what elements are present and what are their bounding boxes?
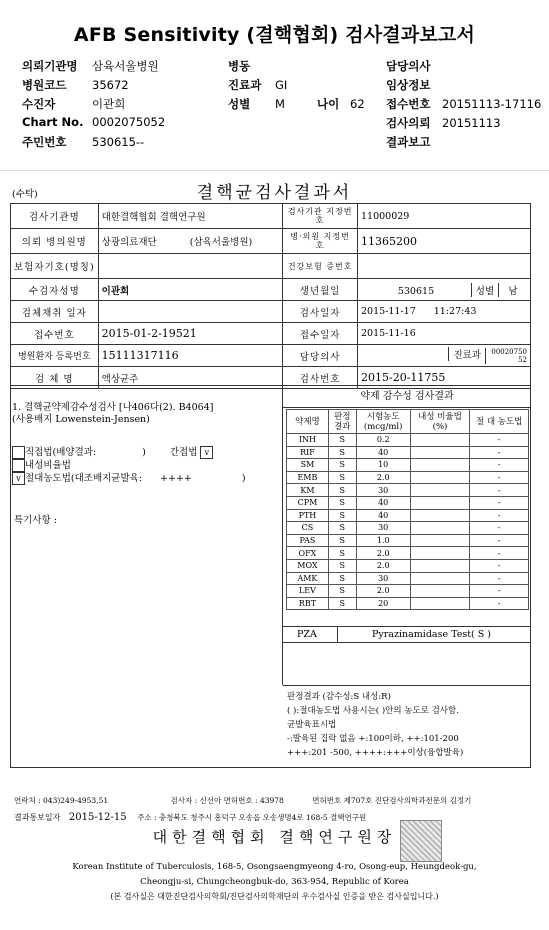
- sens-cell-abs: -: [470, 572, 529, 585]
- sens-cell-result: S: [328, 496, 356, 509]
- tester: 검사자 : 신선아 면허번호 : 43978: [170, 796, 284, 805]
- sens-cell-drug: AMK: [287, 572, 329, 585]
- sens-cell-conc: 40: [356, 509, 410, 522]
- form-title: 결핵균검사결과서: [196, 183, 353, 203]
- license: 면허번호 제707호 진단검사의학과전문의 김정기: [312, 796, 472, 805]
- sens-cell-result: S: [328, 522, 356, 535]
- sens-cell-conc: 2.0: [356, 471, 410, 484]
- sens-cell-drug: INH: [287, 434, 329, 447]
- header-label: 주민번호: [22, 135, 67, 149]
- sens-cell-ratio: [410, 459, 470, 472]
- sens-cell-result: S: [328, 559, 356, 572]
- legend-line: 균발육표시법: [287, 720, 337, 730]
- test-no-value: 2015-20-11755: [357, 367, 530, 389]
- sens-row: [287, 459, 529, 472]
- org-english: [0, 860, 549, 890]
- sens-row: [287, 434, 529, 447]
- sens-header: 약제명: [287, 410, 329, 434]
- sens-cell-ratio: [410, 446, 470, 459]
- birth-value: 530615: [397, 285, 435, 297]
- insure-label: 보험자기호(명칭): [11, 254, 99, 279]
- org-name: 대한결핵협회 결핵연구원장: [152, 828, 397, 846]
- header-label: Chart No.: [22, 115, 84, 129]
- clinic-label: 진료과: [448, 347, 485, 361]
- sens-cell-abs: -: [470, 522, 529, 535]
- sens-cell-ratio: [410, 484, 470, 497]
- sens-cell-conc: 30: [356, 484, 410, 497]
- sens-row: [287, 484, 529, 497]
- address: 주소 : 충청북도 청주시 흥덕구 오송읍 오송생명4로 168-5 결핵연구원: [137, 813, 367, 822]
- sens-cell-ratio: [410, 572, 470, 585]
- sens-cell-drug: CS: [287, 522, 329, 535]
- sens-cell-drug: PAS: [287, 534, 329, 547]
- header-label: 결과보고: [386, 135, 431, 149]
- header-value: 이관희: [92, 97, 126, 111]
- form-tag: (수탁): [12, 189, 38, 200]
- header-label: 접수번호: [386, 97, 431, 111]
- sens-cell-result: S: [328, 446, 356, 459]
- req-code-value: 11365200: [357, 229, 530, 254]
- sens-cell-result: S: [328, 509, 356, 522]
- header-value: 530615--: [92, 135, 145, 149]
- sens-cell-abs: -: [470, 547, 529, 560]
- sens-cell-result: S: [328, 434, 356, 447]
- cert-note: (본 검사실은 대한진단검사의학회/진단검사의학재단의 우수검사실 인증을 받은 검사실입니다.): [110, 892, 439, 901]
- lab-code-label: 검사기관 지정번호: [283, 204, 358, 229]
- pza-row: [283, 626, 531, 643]
- sens-cell-abs: -: [470, 446, 529, 459]
- sens-cell-result: S: [328, 459, 356, 472]
- legend-box: [283, 685, 531, 768]
- sens-cell-drug: OFX: [287, 547, 329, 560]
- special-label: 특기사항 :: [14, 515, 57, 526]
- report-date-value: 2015-12-15: [68, 812, 127, 823]
- method-text: 1. 결핵균약제감수성검사 [나406다(2). B4064]: [12, 402, 214, 413]
- sens-cell-conc: 40: [356, 496, 410, 509]
- sens-cell-result: S: [328, 484, 356, 497]
- direct-label: 직접법(배양결과:: [25, 447, 97, 458]
- req-paren: (삼육서울병원): [189, 237, 253, 248]
- sens-cell-ratio: [410, 522, 470, 535]
- sens-cell-ratio: [410, 559, 470, 572]
- sens-row: [287, 509, 529, 522]
- sens-cell-abs: -: [470, 585, 529, 598]
- sens-row: [287, 446, 529, 459]
- absolute-label: 절대농도법(대조배지균발육:: [25, 473, 143, 484]
- header-col2: [228, 58, 365, 115]
- collect-label: 검체채취 일자: [11, 301, 99, 323]
- sens-row: [287, 534, 529, 547]
- sex-label: 성별: [471, 283, 498, 297]
- lab-code-value: 11000029: [357, 204, 530, 229]
- sens-cell-ratio: [410, 434, 470, 447]
- sens-cell-conc: 30: [356, 572, 410, 585]
- sens-header: 내성 비율법(%): [410, 410, 470, 434]
- legend-line: -:발육된 집락 없음 +:100이하, ++:101-200: [287, 734, 459, 744]
- absolute-checkbox[interactable]: v: [12, 472, 25, 485]
- sens-cell-conc: 20: [356, 597, 410, 610]
- header-label: 의뢰기관명: [22, 59, 78, 73]
- org-en-line: Cheongju-si, Chungcheongbuk-do, 363-954, Republic of Korea: [140, 877, 409, 887]
- method-block: [12, 402, 213, 426]
- legend-line: +++:201 -500, ++++:+++이상(융합발육): [287, 748, 464, 758]
- req-label: 의뢰 병의원명: [11, 229, 99, 254]
- sens-cell-abs: -: [470, 509, 529, 522]
- footer-line2: [14, 812, 366, 823]
- header-label: 진료과: [228, 78, 262, 92]
- sens-cell-drug: LEV: [287, 585, 329, 598]
- lab-value: 대한결핵협회 결핵연구원: [98, 204, 283, 229]
- recv-no-label: 접수번호: [11, 323, 99, 345]
- sens-cell-abs: -: [470, 559, 529, 572]
- lab-label: 검사기관명: [11, 204, 99, 229]
- method-options: [12, 446, 246, 485]
- sens-cell-result: S: [328, 534, 356, 547]
- sens-cell-drug: KM: [287, 484, 329, 497]
- header-value: 20151113: [442, 116, 501, 130]
- sens-cell-drug: RIF: [287, 446, 329, 459]
- header-value: 삼육서울병원: [92, 59, 159, 73]
- name-label: 수검자성명: [11, 279, 99, 301]
- sens-cell-drug: MOX: [287, 559, 329, 572]
- test-time-value: 11:27:43: [433, 306, 477, 317]
- header-label: 수진자: [22, 97, 56, 111]
- age-label: 나이: [317, 97, 340, 111]
- ratio-label: 내성비율법: [25, 460, 71, 471]
- sens-cell-conc: 10: [356, 459, 410, 472]
- header-label: 병동: [228, 59, 251, 73]
- legend-line: 판정결과 (감수성:S 내성:R): [287, 692, 391, 702]
- sens-row: [287, 585, 529, 598]
- req-value: 상광의료재단: [101, 237, 157, 248]
- sens-cell-conc: 2.0: [356, 585, 410, 598]
- sens-cell-result: S: [328, 471, 356, 484]
- recv-no-value: 2015-01-2-19521: [98, 323, 283, 345]
- sens-cell-ratio: [410, 496, 470, 509]
- sens-cell-conc: 30: [356, 522, 410, 535]
- sens-cell-abs: -: [470, 471, 529, 484]
- indirect-checkbox[interactable]: v: [200, 446, 213, 459]
- insure-code-label: 건강보험 증번호: [283, 254, 358, 279]
- req-code-label: 병·의원 지정번호: [283, 229, 358, 254]
- sens-row: [287, 597, 529, 610]
- sens-cell-result: S: [328, 547, 356, 560]
- doctor-label: 담당의사: [283, 345, 358, 367]
- sex-value: 남: [498, 283, 527, 297]
- sens-cell-abs: -: [470, 534, 529, 547]
- sens-header: 절 대 농도법: [470, 410, 529, 434]
- sens-cell-abs: -: [470, 459, 529, 472]
- header-label: 임상정보: [386, 78, 431, 92]
- sens-cell-ratio: [410, 509, 470, 522]
- header-label: 검사의뢰: [386, 116, 431, 130]
- birth-label: 생년월일: [283, 279, 358, 301]
- sens-cell-conc: 40: [356, 446, 410, 459]
- clinic-value: 0002075052: [485, 348, 527, 364]
- header-col1: [22, 58, 165, 153]
- header-value: 20151113-17116: [442, 97, 542, 111]
- report-date-label: 결과통보일자: [14, 813, 61, 822]
- pza-label: PZA: [283, 627, 338, 642]
- sens-cell-result: S: [328, 572, 356, 585]
- header-col3: [386, 58, 541, 153]
- sens-cell-result: S: [328, 597, 356, 610]
- sens-row: [287, 471, 529, 484]
- divider: [0, 170, 549, 171]
- header-value: 0002075052: [92, 115, 166, 129]
- test-date-value: 2015-11-17: [360, 306, 416, 317]
- sens-cell-conc: 2.0: [356, 559, 410, 572]
- absolute-close: ): [241, 473, 246, 484]
- indirect-label: 간접법: [169, 447, 198, 458]
- legend-line: ( ):절대농도법 사용시는( )안의 농도로 검사함.: [287, 706, 459, 716]
- sens-cell-drug: SM: [287, 459, 329, 472]
- sens-title: 약제 감수성 검사결과: [283, 387, 531, 408]
- header-value: M: [275, 97, 285, 111]
- sens-cell-conc: 2.0: [356, 547, 410, 560]
- direct-checkbox[interactable]: [12, 446, 25, 459]
- sens-cell-ratio: [410, 534, 470, 547]
- sens-row: [287, 522, 529, 535]
- absolute-value: ++++: [160, 473, 192, 484]
- pza-value: Pyrazinamidase Test( S ): [372, 629, 491, 640]
- sens-cell-abs: -: [470, 597, 529, 610]
- sens-row: [287, 559, 529, 572]
- header-value: 35672: [92, 78, 129, 92]
- method-sub: (사용배지 Lowenstein-Jensen): [12, 414, 150, 425]
- header-label: 성별: [228, 97, 251, 111]
- header-label: 담당의사: [386, 59, 431, 73]
- header-label: 병원코드: [22, 78, 67, 92]
- sens-cell-abs: -: [470, 434, 529, 447]
- test-date-label: 검사일자: [283, 301, 358, 323]
- specimen-label: 검 체 명: [11, 367, 99, 389]
- specimen-value: 액상균주: [98, 367, 283, 389]
- sens-cell-drug: EMB: [287, 471, 329, 484]
- sens-cell-ratio: [410, 597, 470, 610]
- hosp-no-value: 15111317116: [98, 345, 283, 367]
- contact: 연락처 : 043)249-4953,51: [14, 796, 109, 805]
- sens-header: 시험농도 (mcg/ml): [356, 410, 410, 434]
- sens-cell-drug: CPM: [287, 496, 329, 509]
- sens-row: [287, 572, 529, 585]
- sens-cell-abs: -: [470, 496, 529, 509]
- direct-close: ): [142, 447, 146, 458]
- footer-line1: [14, 795, 471, 806]
- sensitivity-table: [286, 409, 529, 610]
- sens-row: [287, 496, 529, 509]
- sens-cell-ratio: [410, 471, 470, 484]
- info-table: [10, 203, 531, 389]
- sens-cell-drug: PTH: [287, 509, 329, 522]
- hosp-no-label: 병원환자 등록번호: [11, 345, 99, 367]
- age-value: 62: [350, 97, 365, 111]
- sens-cell-abs: -: [470, 484, 529, 497]
- sens-cell-ratio: [410, 585, 470, 598]
- recv-date-label: 접수일자: [283, 323, 358, 345]
- seal-stamp: [400, 820, 442, 862]
- org-en-line: Korean Institute of Tuberculosis, 168-5, Osongsaengmyeong 4-ro, Osong-eup, Heungdeok-gu,: [72, 862, 477, 872]
- sens-row: [287, 547, 529, 560]
- sens-cell-conc: 1.0: [356, 534, 410, 547]
- test-no-label: 검사번호: [283, 367, 358, 389]
- header-value: GI: [275, 78, 288, 92]
- sens-cell-ratio: [410, 547, 470, 560]
- sens-cell-drug: RBT: [287, 597, 329, 610]
- ratio-checkbox[interactable]: [12, 459, 25, 472]
- name-value: 이관희: [98, 279, 283, 301]
- sens-header: 판정 결과: [328, 410, 356, 434]
- sens-cell-result: S: [328, 585, 356, 598]
- report-title: AFB Sensitivity (결핵협회) 검사결과보고서: [73, 24, 476, 46]
- sens-cell-conc: 0.2: [356, 434, 410, 447]
- recv-date-value: 2015-11-16: [357, 323, 530, 345]
